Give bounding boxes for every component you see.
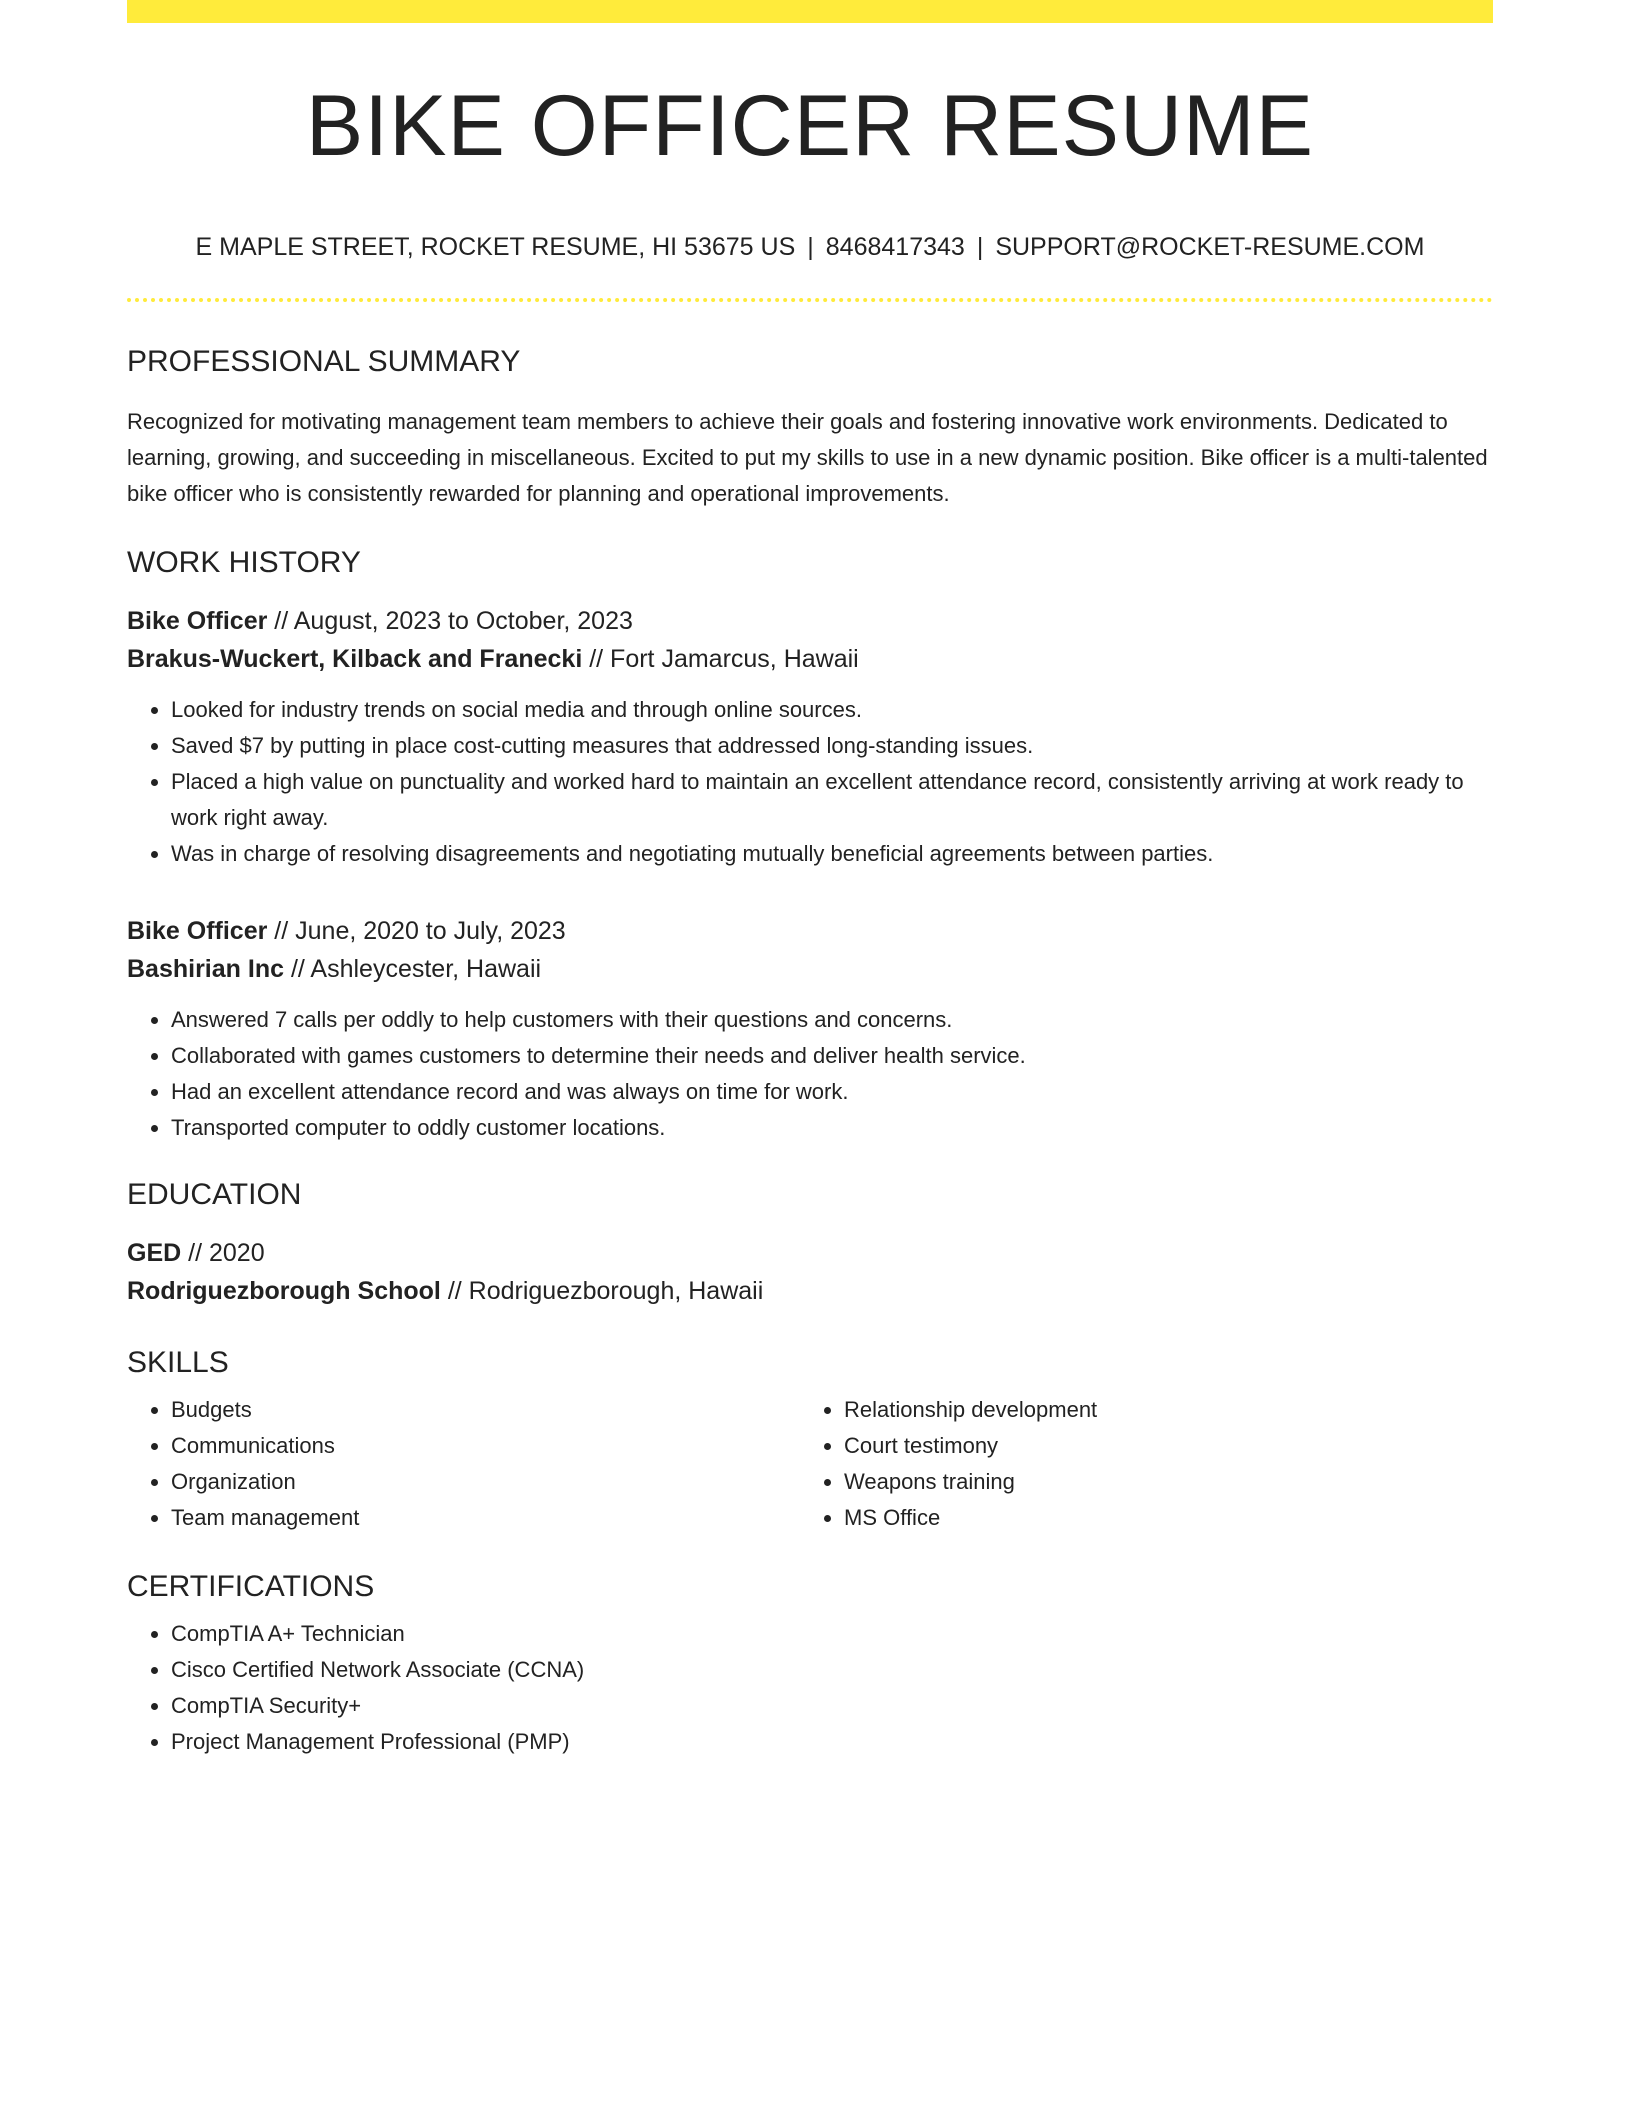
job-title-line	[127, 912, 1493, 950]
list-item: • Budgets	[171, 1392, 800, 1428]
list-item: • Had an excellent attendance record and was always on time for work.	[171, 1074, 1493, 1110]
skills-list-left	[127, 1392, 800, 1536]
list-item: • MS Office	[844, 1500, 1473, 1536]
skills-columns	[127, 1392, 1493, 1536]
education-degree: GED	[127, 1239, 182, 1267]
job-title: Bike Officer	[127, 917, 268, 945]
summary-text: Recognized for motivating management team members to achieve their goals and fostering innovative work environments. Dedicated to learning, growing, and succeeding in miscellaneous. Excited to put my skills to use in a new dynamic position. Bike officer is a multi-talented bike officer who is consistently rewarded for planning and operational improvements.	[127, 409, 1488, 506]
job-entry	[127, 912, 1493, 1146]
list-item: • CompTIA Security+	[171, 1688, 1493, 1724]
list-item: • Weapons training	[844, 1464, 1473, 1500]
job-location: // Ashleycester, Hawaii	[290, 955, 542, 983]
header-divider	[127, 298, 1493, 302]
job-company: Bashirian Inc	[127, 955, 284, 983]
resume-page	[127, 0, 1493, 1760]
contact-phone: 8468417343	[825, 233, 965, 261]
list-item: • Cisco Certified Network Associate (CCNA)	[171, 1652, 1493, 1688]
section-heading-skills: SKILLS	[127, 1346, 229, 1379]
resume-title: BIKE OFFICER RESUME	[305, 78, 1315, 174]
list-item: • Project Management Professional (PMP)	[171, 1724, 1493, 1760]
list-item: • Placed a high value on punctuality and worked hard to maintain an excellent attendance record, consistently arriving at work ready to work right away.	[171, 764, 1493, 836]
education-year: // 2020	[188, 1239, 265, 1267]
education-school: Rodriguezborough School	[127, 1277, 441, 1305]
section-heading-summary: PROFESSIONAL SUMMARY	[127, 345, 521, 378]
education-school-line	[127, 1272, 1493, 1310]
list-item: • Looked for industry trends on social media and through online sources.	[171, 692, 1493, 728]
contact-separator: |	[976, 233, 984, 261]
list-item: • Organization	[171, 1464, 800, 1500]
list-item: • Relationship development	[844, 1392, 1473, 1428]
job-title: Bike Officer	[127, 607, 268, 635]
certifications-list	[127, 1616, 1493, 1760]
job-dates: // June, 2020 to July, 2023	[274, 917, 566, 945]
list-item: • Communications	[171, 1428, 800, 1464]
list-item: • Court testimony	[844, 1428, 1473, 1464]
contact-address: E MAPLE STREET, ROCKET RESUME, HI 53675 US	[195, 233, 796, 261]
education-degree-line	[127, 1234, 1493, 1272]
list-item: • Saved $7 by putting in place cost-cutting measures that addressed long-standing issues.	[171, 728, 1493, 764]
section-heading-work-history: WORK HISTORY	[127, 546, 361, 579]
job-company-line	[127, 950, 1493, 988]
job-entry	[127, 602, 1493, 872]
section-heading-education: EDUCATION	[127, 1178, 302, 1211]
job-title-line	[127, 602, 1493, 640]
job-dates: // August, 2023 to October, 2023	[274, 607, 633, 635]
list-item: • Transported computer to oddly customer locations.	[171, 1110, 1493, 1146]
job-location: // Fort Jamarcus, Hawaii	[589, 645, 859, 673]
accent-top-bar	[127, 0, 1493, 23]
section-heading-certifications: CERTIFICATIONS	[127, 1570, 375, 1603]
list-item: • Team management	[171, 1500, 800, 1536]
job-company: Brakus-Wuckert, Kilback and Franecki	[127, 645, 583, 673]
contact-email: SUPPORT@ROCKET-RESUME.COM	[995, 233, 1425, 261]
skills-list-right	[800, 1392, 1473, 1536]
list-item: • Answered 7 calls per oddly to help customers with their questions and concerns.	[171, 1002, 1493, 1038]
job-company-line	[127, 640, 1493, 678]
contact-line	[127, 235, 1493, 260]
list-item: • CompTIA A+ Technician	[171, 1616, 1493, 1652]
education-location: // Rodriguezborough, Hawaii	[447, 1277, 764, 1305]
list-item: • Collaborated with games customers to determine their needs and deliver health service.	[171, 1038, 1493, 1074]
job-bullets	[127, 692, 1493, 872]
job-bullets	[127, 1002, 1493, 1146]
contact-separator: |	[807, 233, 814, 261]
list-item: • Was in charge of resolving disagreements and negotiating mutually beneficial agreements between parties.	[171, 836, 1493, 872]
